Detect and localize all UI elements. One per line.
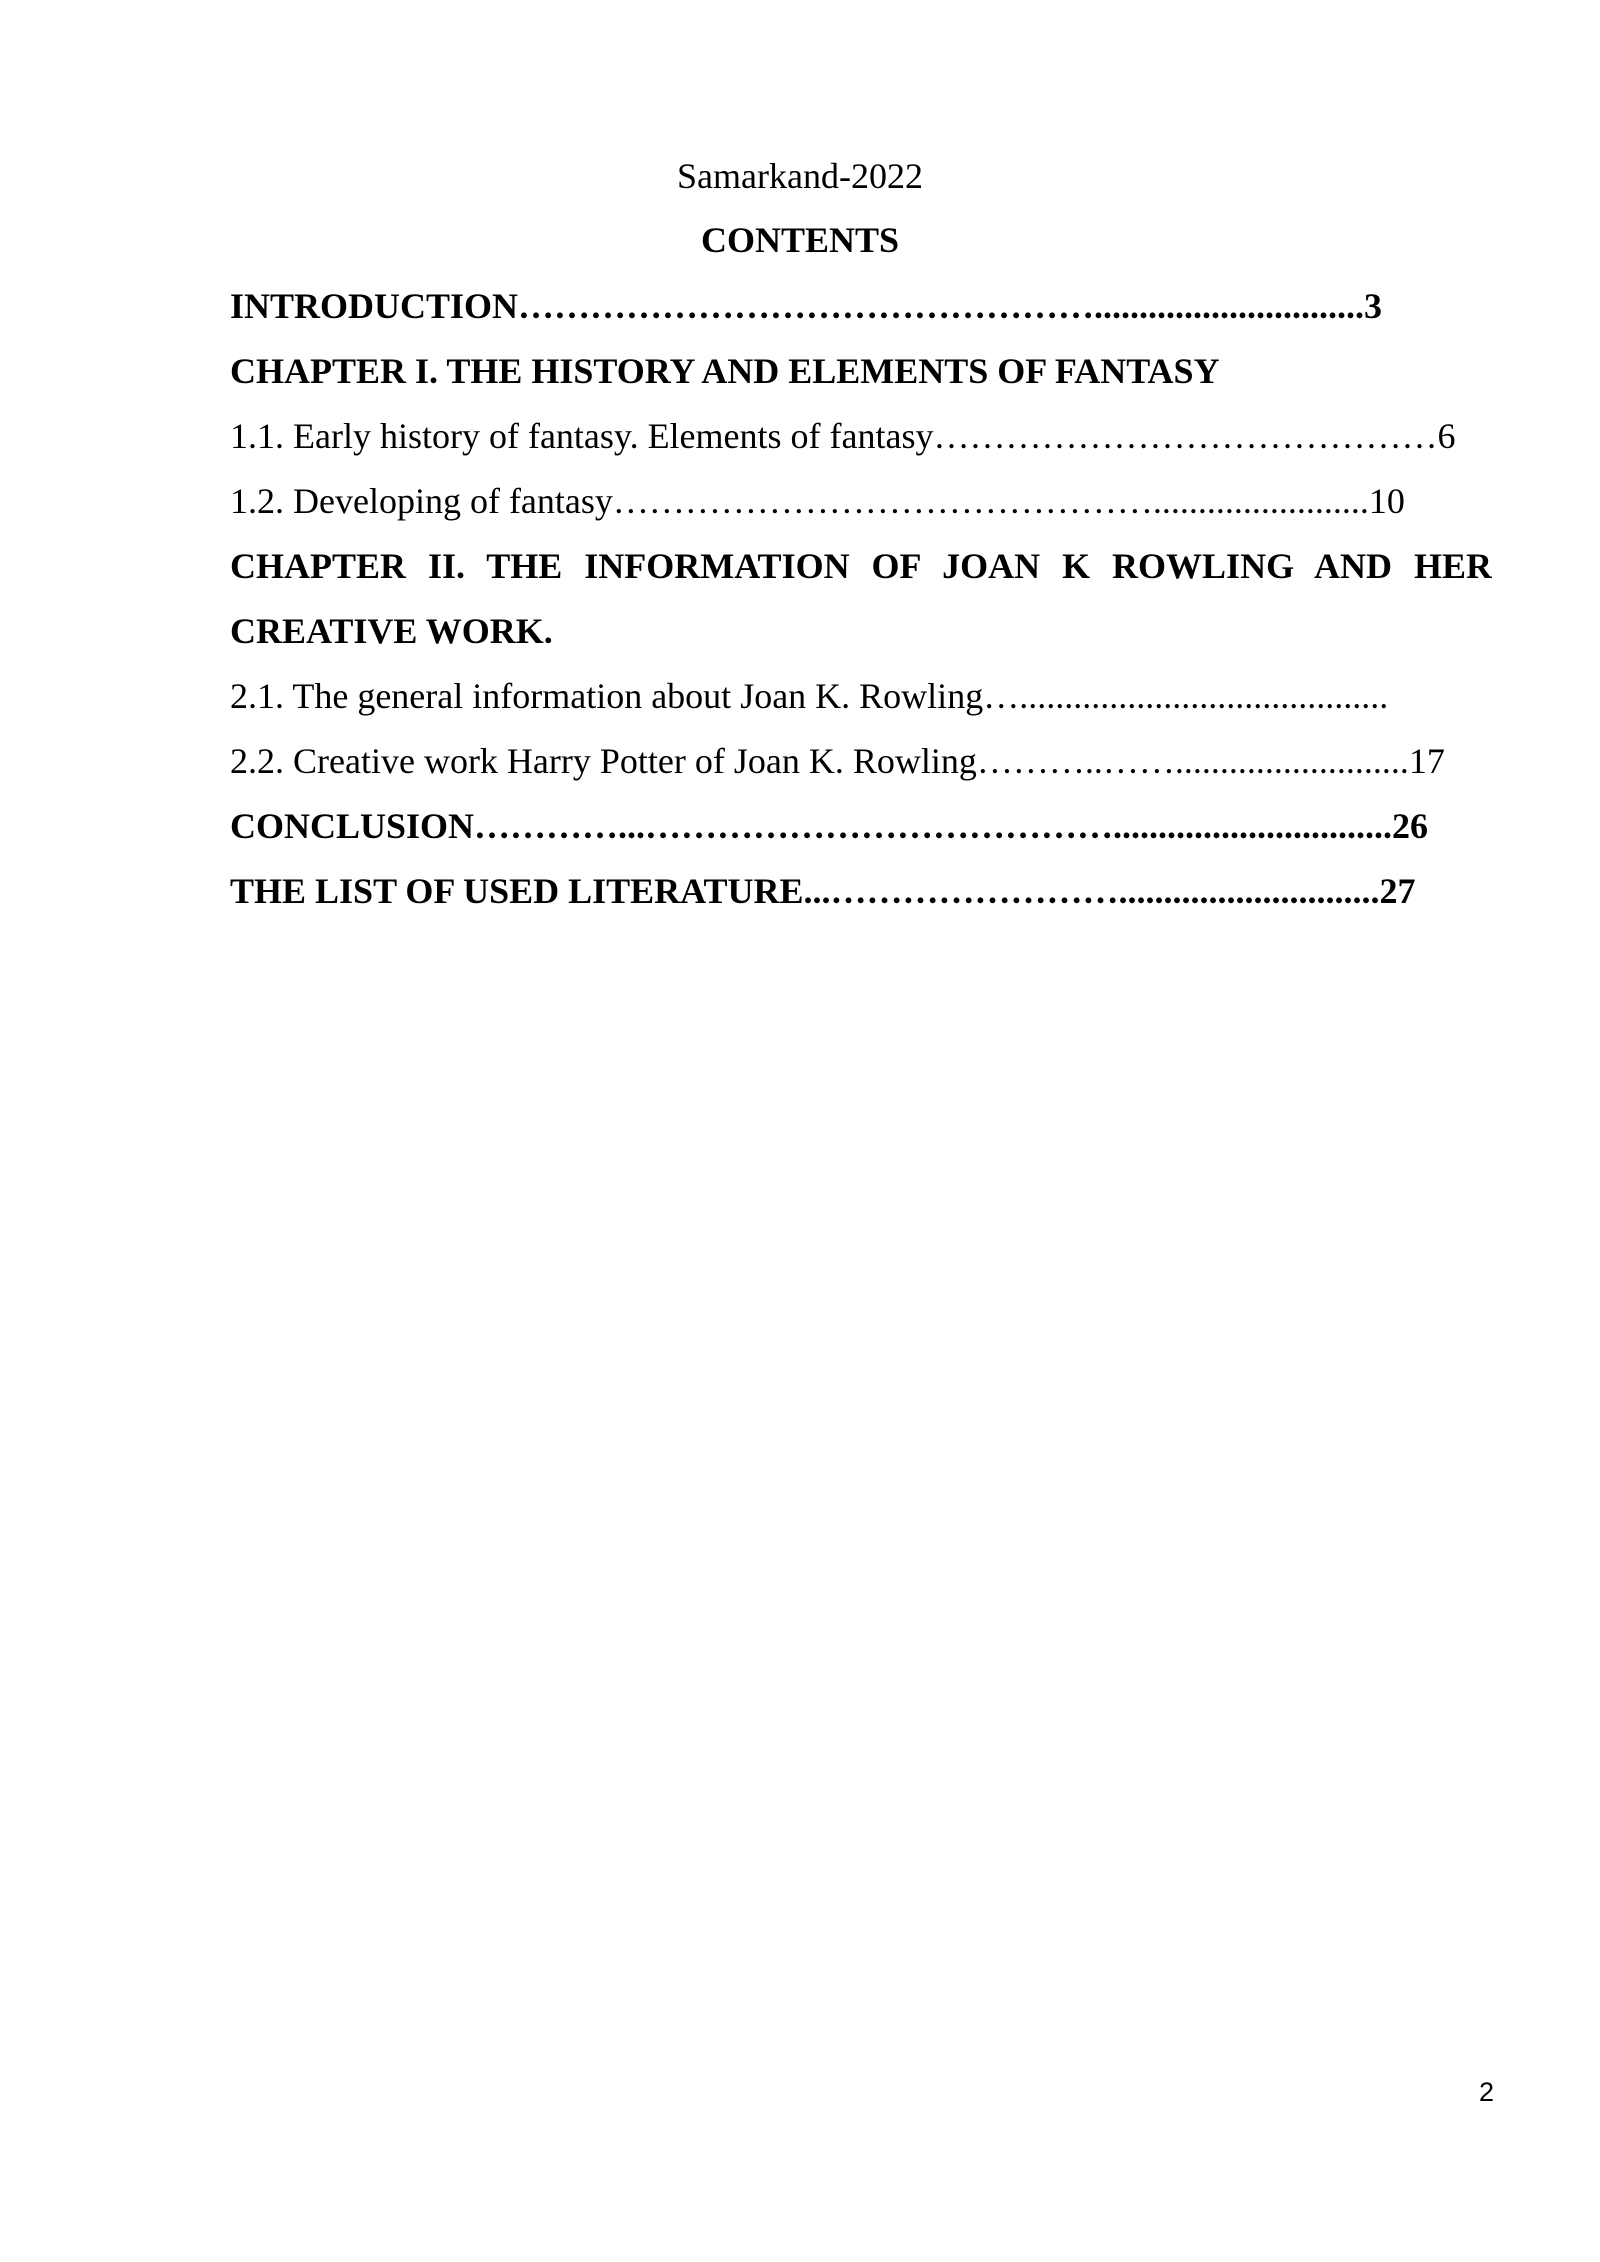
toc-entry-introduction: INTRODUCTION…………………………………………..............................3 (230, 286, 1383, 326)
toc-entry-2-2: 2.2. Creative work Harry Potter of Joan K. Rowling………..……..........................17 (230, 741, 1445, 781)
toc-entry-1-1: 1.1. Early history of fantasy. Elements of fantasy……………………………………6 (230, 416, 1456, 456)
contents-heading: CONTENTS (700, 220, 900, 260)
toc-entry-chapter-2-continued: CREATIVE WORK. (230, 611, 553, 651)
toc-entry-chapter-2: CHAPTER II. THE INFORMATION OF JOAN K ROWLING AND HER (230, 546, 1492, 586)
toc-entry-literature: THE LIST OF USED LITERATURE...…………………….............................27 (230, 871, 1416, 911)
toc-entry-1-2: 1.2. Developing of fantasy………………………………………........................10 (230, 481, 1405, 521)
toc-entry-chapter-1: CHAPTER I. THE HISTORY AND ELEMENTS OF FANTASY (230, 351, 1220, 391)
toc-entry-conclusion: CONCLUSION…………...…………………………………...............................26 (230, 806, 1429, 846)
table-of-contents (230, 280, 1492, 930)
city-year-line: Samarkand-2022 (677, 156, 923, 196)
page-number: 2 (1478, 2077, 1494, 2107)
toc-entry-2-1: 2.1. The general information about Joan K. Rowling…......................................... (230, 676, 1389, 716)
